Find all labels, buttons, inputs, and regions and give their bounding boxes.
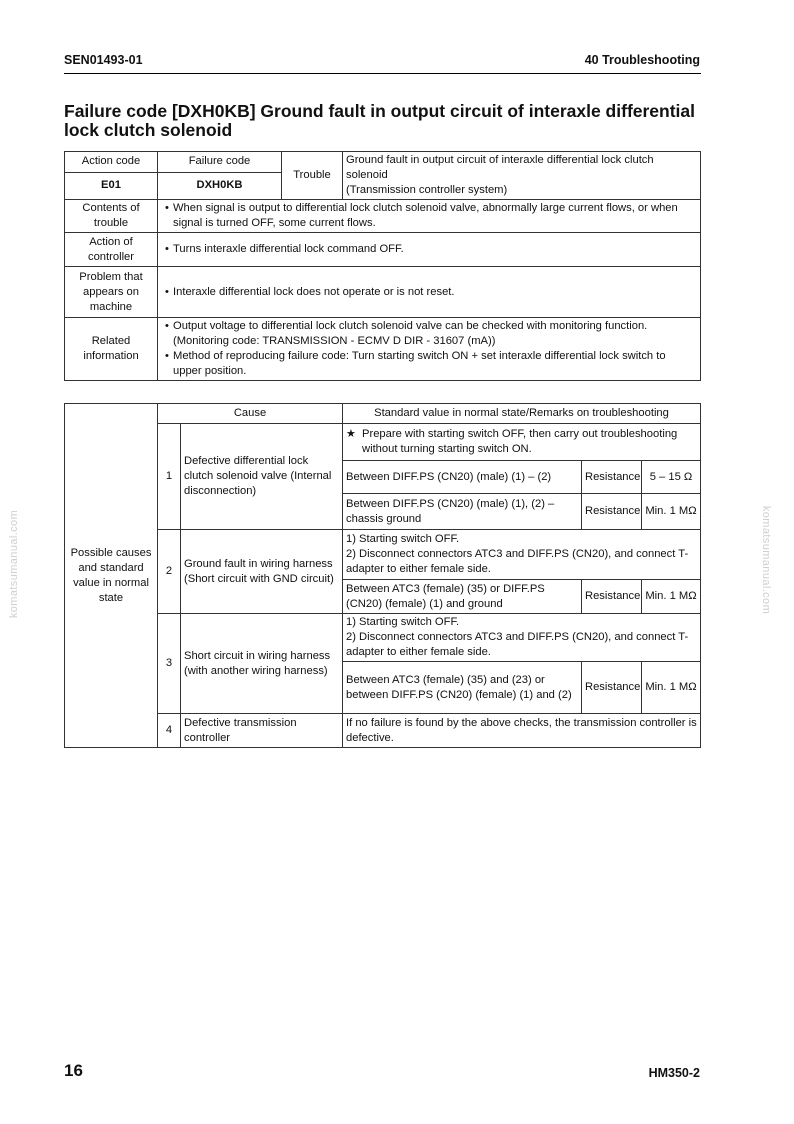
- check-item: Resistance: [582, 494, 642, 530]
- bullet-icon: •: [165, 350, 169, 362]
- causes-side-label: Possible causes and standard value in normal state: [65, 404, 158, 748]
- document-code: SEN01493-01: [64, 53, 143, 67]
- check-value: Min. 1 MΩ: [642, 580, 701, 614]
- star-icon: ★: [346, 428, 357, 440]
- cause-text: Ground fault in wiring harness (Short circuit with GND circuit): [181, 530, 343, 614]
- problem-text: Interaxle differential lock does not operate or is not reset.: [173, 285, 455, 298]
- contents-label: Contents of trouble: [65, 200, 158, 233]
- section-title: 40 Troubleshooting: [584, 53, 700, 67]
- header-rule: [64, 73, 701, 74]
- step-text: 2) Disconnect connectors ATC3 and DIFF.PS (CN20), and connect T-adapter to either female side.: [346, 631, 689, 658]
- check-between: Between DIFF.PS (CN20) (male) (1) – (2): [343, 461, 582, 494]
- cause-steps: [343, 530, 701, 580]
- bullet-icon: •: [165, 243, 169, 255]
- trouble-description: [343, 152, 701, 200]
- contents-cell: [158, 200, 701, 233]
- action-label: Action of controller: [65, 233, 158, 267]
- check-between: Between ATC3 (female) (35) and (23) or between DIFF.PS (CN20) (female) (1) and (2): [343, 662, 582, 714]
- failure-info-table: [64, 151, 701, 381]
- causes-table: [64, 403, 701, 748]
- related-text-1: Output voltage to differential lock clutch solenoid valve can be checked with monitoring function. (Monitoring code: TRANSMISSION - ECMV D DIR - 31607 (mA)): [173, 320, 648, 347]
- cause-text: Defective differential lock clutch solenoid valve (Internal disconnection): [181, 424, 343, 530]
- failure-code-label: Failure code: [158, 152, 282, 173]
- standard-header: Standard value in normal state/Remarks on troubleshooting: [343, 404, 701, 424]
- check-between: Between ATC3 (female) (35) or DIFF.PS (CN20) (female) (1) and ground: [343, 580, 582, 614]
- page-title: Failure code [DXH0KB] Ground fault in output circuit of interaxle differential lock clutch solenoid: [64, 101, 696, 140]
- check-value: 5 – 15 Ω: [642, 461, 701, 494]
- action-cell: [158, 233, 701, 267]
- cause-number: 2: [158, 530, 181, 614]
- action-code-label: Action code: [65, 152, 158, 173]
- cause-text: Short circuit in wiring harness (with another wiring harness): [181, 614, 343, 714]
- bullet-icon: •: [165, 285, 169, 298]
- step-text: 1) Starting switch OFF.: [346, 533, 460, 545]
- failure-code-value: DXH0KB: [158, 172, 282, 199]
- step-text: 2) Disconnect connectors ATC3 and DIFF.PS (CN20), and connect T-adapter to either female side.: [346, 548, 689, 575]
- related-text-2: Method of reproducing failure code: Turn starting switch ON + set interaxle differential lock switch to upper position.: [173, 350, 666, 377]
- trouble-label: Trouble: [282, 152, 343, 200]
- bullet-icon: •: [165, 320, 169, 332]
- cause-number: 3: [158, 614, 181, 714]
- check-item: Resistance: [582, 662, 642, 714]
- cause-header: Cause: [158, 404, 343, 424]
- step-text: 1) Starting switch OFF.: [346, 616, 460, 628]
- problem-cell: [158, 267, 701, 318]
- action-code-value: E01: [65, 172, 158, 199]
- check-value: Min. 1 MΩ: [642, 662, 701, 714]
- model-code: HM350-2: [648, 1066, 700, 1080]
- cause-number: 1: [158, 424, 181, 530]
- related-cell: [158, 318, 701, 381]
- bullet-icon: •: [165, 202, 169, 214]
- watermark-right: komatsumanual.com: [760, 505, 773, 615]
- cause-text: Defective transmission controller: [181, 714, 343, 748]
- cause-number: 4: [158, 714, 181, 748]
- page-number: 16: [64, 1061, 83, 1080]
- check-value: Min. 1 MΩ: [642, 494, 701, 530]
- check-item: Resistance: [582, 461, 642, 494]
- check-between: Between DIFF.PS (CN20) (male) (1), (2) – chassis ground: [343, 494, 582, 530]
- watermark-left: komatsumanual.com: [8, 509, 21, 619]
- related-label: Related information: [65, 318, 158, 381]
- problem-label: Problem that appears on machine: [65, 267, 158, 318]
- trouble-system: (Transmission controller system): [346, 184, 508, 196]
- note-text: Prepare with starting switch OFF, then carry out troubleshooting without turning starting switch ON.: [362, 428, 678, 455]
- cause-note: [343, 424, 701, 461]
- trouble-text: Ground fault in output circuit of interaxle differential lock clutch solenoid: [346, 154, 654, 181]
- check-item: Resistance: [582, 580, 642, 614]
- cause-steps: [343, 614, 701, 662]
- contents-text: When signal is output to differential lock clutch solenoid valve, abnormally large current flows, or when signal is turned OFF, some current flows.: [173, 202, 678, 229]
- action-text: Turns interaxle differential lock command OFF.: [173, 243, 404, 255]
- cause-remark: If no failure is found by the above checks, the transmission controller is defective.: [343, 714, 701, 748]
